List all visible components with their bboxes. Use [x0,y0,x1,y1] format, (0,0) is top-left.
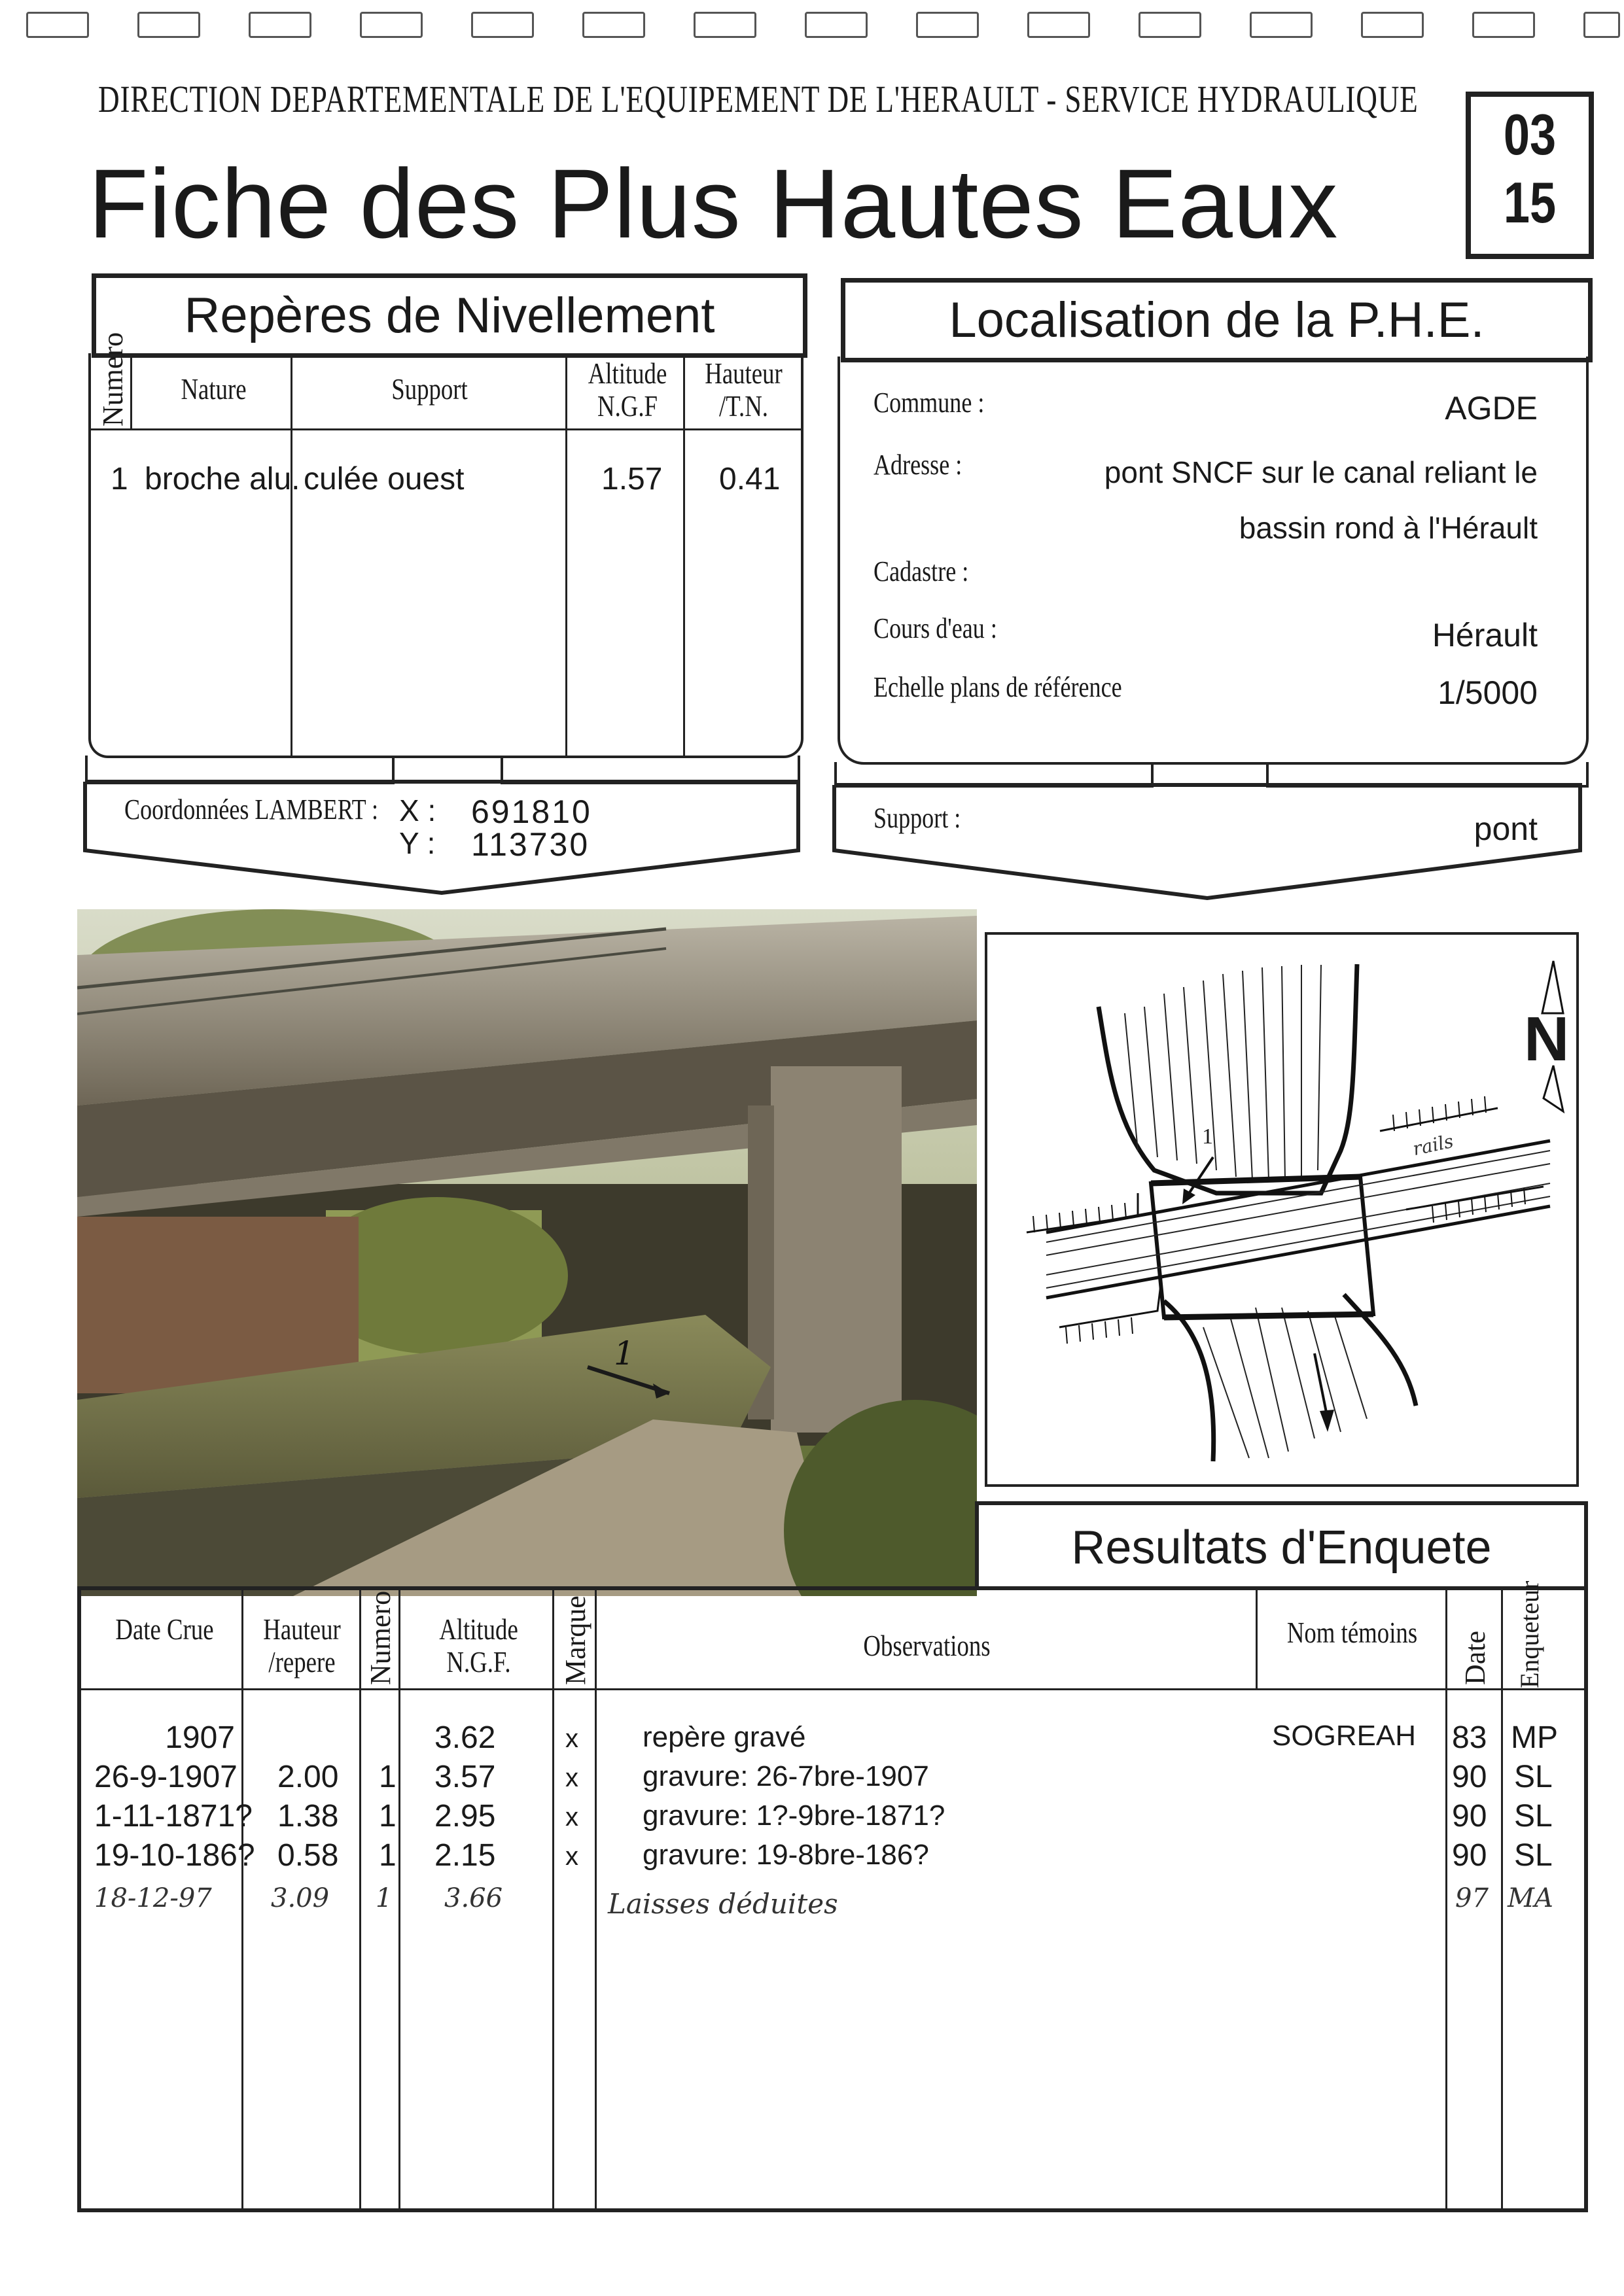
col-observations: Observations [863,1629,991,1662]
binding-hole [471,12,534,38]
row-marque: x [565,1724,578,1753]
row-altitude: 3.57 [434,1760,496,1794]
row-marque: x [565,1803,578,1832]
reperes-support: culée ouest [304,462,465,496]
col-support: Support [391,372,468,406]
row-enqueteur: SL [1514,1760,1553,1794]
bridge-photo [77,909,977,1596]
plan-rails-label: rails [1411,1130,1456,1160]
echelle-label: Echelle plans de référence [874,671,1122,703]
row-altitude: 3.62 [434,1720,496,1755]
row-observations: gravure: 1?-9bre-1871? [643,1800,945,1832]
row-date-crue: 1907 [165,1720,235,1755]
row-observations: gravure: 26-7bre-1907 [643,1760,929,1792]
cours-eau-label: Cours d'eau : [874,612,997,644]
reperes-title-box [92,273,807,358]
row-enqueteur: SL [1514,1838,1553,1873]
adresse-label: Adresse : [874,449,962,481]
reperes-numero: 1 [111,462,128,496]
row-hauteur: 1.38 [277,1799,339,1834]
binding-hole [137,12,200,38]
row-date-crue: 18-12-97 [94,1883,212,1913]
lambert-label: Coordonnées LAMBERT : [124,793,379,826]
row-date: 83 [1452,1720,1487,1755]
resultats-col-rule [398,1590,400,2208]
col-altitude: Altitude N.G.F [588,357,667,423]
row-numero: 1 [379,1838,397,1873]
binding-holes [0,12,1624,38]
reperes-col-rule [291,353,292,756]
north-arrow-icon: N [1524,1004,1570,1074]
row-date: 90 [1452,1838,1487,1873]
binding-hole [916,12,979,38]
col-enqueteur: Enqueteur [1515,1580,1544,1688]
row-enqueteur: MP [1511,1720,1558,1755]
resultats-title: Resultats d'Enquete [1071,1522,1492,1574]
row-hauteur: 2.00 [277,1760,339,1794]
row-observations: repère gravé [643,1721,806,1753]
echelle-value: 1/5000 [1438,674,1538,711]
resultats-col-rule [359,1590,361,2208]
resultats-col-rule [1445,1590,1447,2208]
row-altitude: 2.15 [434,1838,496,1873]
reperes-hauteur: 0.41 [719,462,781,496]
row-enqueteur: MA [1508,1883,1553,1913]
row-hauteur: 0.58 [277,1838,339,1873]
col-nature: Nature [181,372,247,406]
binding-hole [582,12,645,38]
fiche-code-top: 03 [1503,102,1557,167]
lambert-x-label: X : [399,793,436,827]
row-date-crue: 19-10-186? [94,1838,255,1873]
resultats-table [77,1580,1588,2212]
reperes-table [88,332,803,758]
commune-label: Commune : [874,387,985,419]
binding-hole [805,12,868,38]
lambert-x-value: 691810 [471,793,592,830]
row-enqueteur: SL [1514,1799,1553,1834]
adresse-line2: bassin rond à l'Hérault [1239,511,1538,545]
row-date: 97 [1455,1883,1489,1913]
resultats-col-rule [241,1590,243,2208]
adresse-line1: pont SNCF sur le canal reliant le [1104,455,1538,489]
resultats-col-rule [595,1590,597,2208]
localisation-title: Localisation de la P.H.E. [949,292,1485,348]
binding-hole [1139,12,1201,38]
photo-marker-label: 1 [614,1334,635,1372]
row-observations: gravure: 19-8bre-186? [643,1839,929,1871]
plan-marker-label: 1 [1202,1124,1213,1149]
cours-eau-value: Hérault [1432,617,1538,653]
binding-hole [360,12,423,38]
support-label: Support : [874,802,961,834]
resultats-col-rule [552,1590,554,2208]
binding-hole [1361,12,1424,38]
row-observations: Laisses déduites [608,1888,838,1920]
reperes-col-rule [130,353,132,430]
binding-hole [1472,12,1535,38]
reperes-title: Repères de Nivellement [184,288,715,343]
binding-hole [26,12,89,38]
col-numero: Numero [364,1590,397,1685]
row-temoins: SOGREAH [1272,1720,1417,1752]
page-title: Fiche des Plus Hautes Eaux [88,148,1339,258]
col-hauteur: Hauteur /T.N. [705,357,783,423]
cadastre-label: Cadastre : [874,555,969,587]
col-hauteur-repere: Hauteur /repere [263,1612,341,1679]
col-nom-temoins: Nom témoins [1286,1616,1418,1649]
row-hauteur: 3.09 [271,1883,330,1913]
resultats-col-rule [1256,1590,1258,1688]
row-date-crue: 26-9-1907 [94,1760,238,1794]
row-numero: 1 [379,1760,397,1794]
support-value: pont [1474,810,1538,847]
lambert-y-value: 113730 [471,826,590,863]
fiche-code-bottom: 15 [1503,170,1557,235]
col-marque: Marque [559,1595,591,1685]
row-marque: x [565,1842,578,1871]
col-date: Date [1459,1630,1491,1685]
binding-hole [1027,12,1090,38]
localisation-title-box [841,278,1593,362]
row-date-crue: 1-11-1871? [94,1799,253,1834]
lambert-y-label: Y : [399,826,436,860]
reperes-altitude: 1.57 [601,462,663,496]
binding-hole [1250,12,1313,38]
reperes-col-rule [565,353,567,756]
reperes-col-rule [683,353,685,756]
row-marque: x [565,1764,578,1792]
resultats-title-box [975,1501,1588,1590]
reperes-nature: broche alu. [145,462,300,496]
row-numero: 1 [376,1883,393,1913]
col-altitude-ngf: Altitude N.G.F. [439,1612,518,1679]
row-numero: 1 [379,1799,397,1834]
commune-value: AGDE [1445,390,1538,426]
binding-hole [1583,12,1620,38]
resultats-header-rule [81,1688,1584,1690]
reperes-header-rule [91,428,801,430]
row-date: 90 [1452,1799,1487,1834]
col-numero: Numero [97,332,129,426]
binding-hole [249,12,311,38]
org-header: DIRECTION DEPARTEMENTALE DE L'EQUIPEMENT DE L'HERAULT - SERVICE HYDRAULIQUE [98,78,1419,120]
row-altitude: 3.66 [444,1883,503,1913]
resultats-col-rule [1501,1590,1503,2208]
binding-hole [694,12,756,38]
site-plan [985,932,1579,1487]
row-altitude: 2.95 [434,1799,496,1834]
row-date: 90 [1452,1760,1487,1794]
fiche-code-box [1466,92,1594,259]
col-date-crue: Date Crue [115,1612,214,1646]
